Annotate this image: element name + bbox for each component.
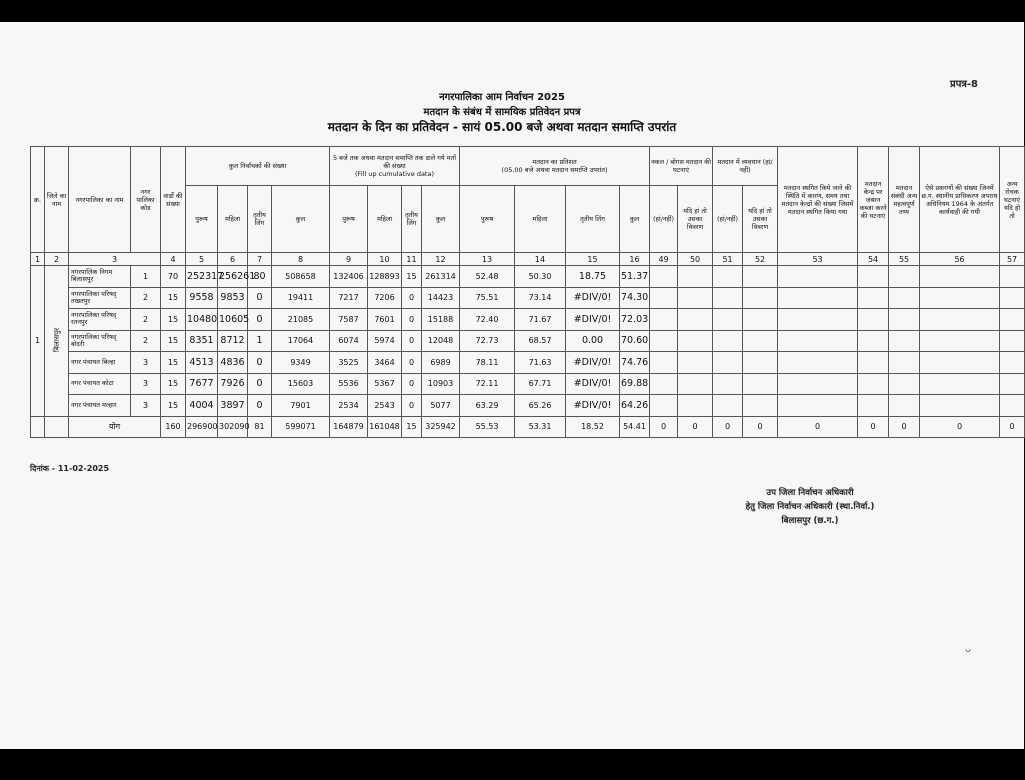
- col-num: 56: [920, 253, 1000, 266]
- cell-vt: 0: [402, 330, 422, 352]
- cell-tot: 21085: [272, 309, 330, 331]
- body-code: 3: [131, 373, 161, 395]
- body-code: 2: [131, 309, 161, 331]
- header-voted-total: कुल: [422, 186, 460, 253]
- cell-tot: 9349: [272, 352, 330, 374]
- title-line-1: नगरपालिका आम निर्वाचन 2025: [439, 92, 565, 103]
- blank-cell: [650, 330, 678, 352]
- blank-cell: [650, 373, 678, 395]
- cell-pm: 78.11: [460, 352, 515, 374]
- cell-tf: 9853: [218, 287, 248, 309]
- cell-vm: 5536: [330, 373, 368, 395]
- cell-pm: 72.11: [460, 373, 515, 395]
- header-wards: वार्डो की संख्या: [161, 147, 186, 253]
- cell-pt: 18.75: [566, 266, 620, 288]
- total-c56: 0: [920, 416, 1000, 437]
- blank-cell: [858, 287, 889, 309]
- total-vm: 164879: [330, 416, 368, 437]
- signatory-line-1: उप जिला निर्वाचन अधिकारी: [766, 488, 854, 498]
- blank-cell: [778, 395, 858, 417]
- body-code: 2: [131, 287, 161, 309]
- blank-cell: [678, 373, 713, 395]
- header-voted-third: तृतीय लिंग: [402, 186, 422, 253]
- header-disruption: मतदान में व्यवधान (हां/नहीं): [713, 147, 778, 186]
- col-num: 52: [743, 253, 778, 266]
- cell-tt: 80: [248, 266, 272, 288]
- blank-cell: [920, 266, 1000, 288]
- header-district: जिले का नाम: [45, 147, 69, 253]
- header-voted-text: 5 बजे तक अथवा मतदान समाप्ति तक डाले गये मतों की संख्या: [332, 154, 457, 170]
- total-c53: 0: [778, 416, 858, 437]
- body-code: 3: [131, 352, 161, 374]
- ward-count: 15: [161, 330, 186, 352]
- blank-cell: [858, 395, 889, 417]
- blank-cell: [778, 266, 858, 288]
- cell-tm: 252317: [186, 266, 218, 288]
- cell-pf: 67.71: [515, 373, 566, 395]
- cell-vm: 7217: [330, 287, 368, 309]
- total-tf: 302090: [218, 416, 248, 437]
- table-row: [31, 395, 1025, 417]
- col-num: 10: [368, 253, 402, 266]
- blank-cell: [920, 287, 1000, 309]
- blank-cell: [743, 309, 778, 331]
- body-code: 3: [131, 395, 161, 417]
- cell-tot: 7901: [272, 395, 330, 417]
- cell-tf: 4836: [218, 352, 248, 374]
- ward-count: 15: [161, 352, 186, 374]
- header-pct-third: तृतीय लिंग: [566, 186, 620, 253]
- cell-tf: 256261: [218, 266, 248, 288]
- total-empty: [45, 416, 69, 437]
- title-line-2: मतदान के संबंध में सामयिक प्रतिवेदन प्रपत्र: [423, 107, 581, 118]
- body-name: नगर पंचायत मल्हार: [69, 395, 131, 417]
- cell-ptot: 72.03: [620, 309, 650, 331]
- total-empty: [31, 416, 45, 437]
- blank-cell: [920, 352, 1000, 374]
- header-disrupt-yesno: (हां/नहीं): [713, 186, 743, 253]
- blank-cell: [778, 309, 858, 331]
- blank-cell: [778, 352, 858, 374]
- cell-tot: 19411: [272, 287, 330, 309]
- blank-cell: [1000, 287, 1025, 309]
- cell-ptot: 74.76: [620, 352, 650, 374]
- cell-vf: 7601: [368, 309, 402, 331]
- cell-pm: 72.73: [460, 330, 515, 352]
- cell-tot: 508658: [272, 266, 330, 288]
- total-c49: 0: [650, 416, 678, 437]
- cell-vf: 5974: [368, 330, 402, 352]
- cell-vt: 0: [402, 373, 422, 395]
- blank-cell: [1000, 352, 1025, 374]
- col-num: 15: [566, 253, 620, 266]
- cell-vm: 7587: [330, 309, 368, 331]
- col-num: 55: [889, 253, 920, 266]
- col-num: 51: [713, 253, 743, 266]
- total-tm: 296900: [186, 416, 218, 437]
- cell-tt: 1: [248, 330, 272, 352]
- body-name: नगर पंचायत कोटा: [69, 373, 131, 395]
- cell-vtot: 5077: [422, 395, 460, 417]
- cell-vt: 0: [402, 287, 422, 309]
- cell-tm: 4513: [186, 352, 218, 374]
- blank-cell: [678, 395, 713, 417]
- ward-count: 15: [161, 309, 186, 331]
- table-row: [31, 330, 1025, 352]
- cell-ptot: 51.37: [620, 266, 650, 288]
- body-name: नगर पंचायत बिल्हा: [69, 352, 131, 374]
- blank-cell: [713, 330, 743, 352]
- cell-tm: 7677: [186, 373, 218, 395]
- cell-vtot: 12048: [422, 330, 460, 352]
- blank-cell: [858, 373, 889, 395]
- cell-ptot: 69.88: [620, 373, 650, 395]
- col-num: 2: [45, 253, 69, 266]
- cell-pt: #DIV/0!: [566, 309, 620, 331]
- col-num: 50: [678, 253, 713, 266]
- total-c55: 0: [889, 416, 920, 437]
- blank-cell: [713, 395, 743, 417]
- cell-tt: 0: [248, 309, 272, 331]
- blank-cell: [650, 395, 678, 417]
- polling-report-table: [30, 146, 1025, 438]
- cell-ptot: 74.30: [620, 287, 650, 309]
- blank-cell: [778, 373, 858, 395]
- cell-tt: 0: [248, 373, 272, 395]
- blank-cell: [713, 266, 743, 288]
- serial-number: 1: [31, 266, 45, 417]
- blank-cell: [1000, 309, 1025, 331]
- blank-cell: [889, 395, 920, 417]
- cell-vt: 0: [402, 395, 422, 417]
- cell-tot: 17064: [272, 330, 330, 352]
- blank-cell: [778, 330, 858, 352]
- report-titles: [0, 90, 1024, 135]
- cell-tf: 10605: [218, 309, 248, 331]
- blank-cell: [743, 352, 778, 374]
- total-c57: 0: [1000, 416, 1025, 437]
- col-num: 11: [402, 253, 422, 266]
- total-pt: 18.52: [566, 416, 620, 437]
- blank-cell: [743, 287, 778, 309]
- col-num: 14: [515, 253, 566, 266]
- header-row-1: [31, 147, 1025, 186]
- cell-vf: 128893: [368, 266, 402, 288]
- blank-cell: [920, 309, 1000, 331]
- cell-vt: 0: [402, 309, 422, 331]
- cell-vf: 7206: [368, 287, 402, 309]
- col-num: 3: [69, 253, 161, 266]
- cell-pf: 71.67: [515, 309, 566, 331]
- total-c54: 0: [858, 416, 889, 437]
- cell-pm: 52.48: [460, 266, 515, 288]
- ward-count: 15: [161, 373, 186, 395]
- cell-vtot: 10903: [422, 373, 460, 395]
- cell-pm: 75.51: [460, 287, 515, 309]
- cell-vt: 15: [402, 266, 422, 288]
- ward-count: 15: [161, 287, 186, 309]
- header-voted: [330, 147, 460, 186]
- blank-cell: [650, 266, 678, 288]
- blank-cell: [1000, 395, 1025, 417]
- cell-pf: 65.26: [515, 395, 566, 417]
- cell-pf: 68.57: [515, 330, 566, 352]
- cell-tot: 15603: [272, 373, 330, 395]
- col-num: 57: [1000, 253, 1025, 266]
- cell-pt: #DIV/0!: [566, 395, 620, 417]
- body-name: नगरपालिका परिषद् बोदरी: [69, 330, 131, 352]
- total-c51: 0: [713, 416, 743, 437]
- cell-pf: 50.30: [515, 266, 566, 288]
- total-label: योग: [69, 416, 161, 437]
- cell-vm: 6074: [330, 330, 368, 352]
- cell-tt: 0: [248, 352, 272, 374]
- cell-tm: 4004: [186, 395, 218, 417]
- blank-cell: [858, 309, 889, 331]
- cell-vf: 5367: [368, 373, 402, 395]
- blank-cell: [858, 352, 889, 374]
- blank-cell: [858, 266, 889, 288]
- form-number: प्रपत्र-8: [950, 79, 978, 90]
- blank-cell: [889, 373, 920, 395]
- header-pct-male: पुरूष: [460, 186, 515, 253]
- blank-cell: [678, 266, 713, 288]
- blank-cell: [920, 395, 1000, 417]
- header-voted-note: (Fill up cumulative data): [355, 170, 434, 178]
- blank-cell: [743, 266, 778, 288]
- total-pf: 53.31: [515, 416, 566, 437]
- col-num: 49: [650, 253, 678, 266]
- header-body-code: नगर पालिका कोड: [131, 147, 161, 253]
- blank-cell: [678, 330, 713, 352]
- col-num: 53: [778, 253, 858, 266]
- cell-pf: 73.14: [515, 287, 566, 309]
- header-other-important: मतदान संबंधी अन्य महत्वपूर्ण तथ्य: [889, 147, 920, 253]
- header-female: महिला: [218, 186, 248, 253]
- table-row: [31, 352, 1025, 374]
- title-line-3: मतदान के दिन का प्रतिवेदन - सायं 05.00 बजे अथवा मतदान समाप्ति उपरांत: [327, 120, 677, 134]
- col-num: 54: [858, 253, 889, 266]
- totals-row: [31, 416, 1025, 437]
- blank-cell: [889, 266, 920, 288]
- cell-vt: 0: [402, 352, 422, 374]
- table-row: [31, 373, 1025, 395]
- total-vf: 161048: [368, 416, 402, 437]
- col-num: 7: [248, 253, 272, 266]
- blank-cell: [713, 287, 743, 309]
- cell-ptot: 64.26: [620, 395, 650, 417]
- header-third: तृतीय लिंग: [248, 186, 272, 253]
- body-name: नगरपालिका परिषद् तखतपुर: [69, 287, 131, 309]
- ward-count: 15: [161, 395, 186, 417]
- col-num: 13: [460, 253, 515, 266]
- body-code: 2: [131, 330, 161, 352]
- total-c50: 0: [678, 416, 713, 437]
- total-vt: 15: [402, 416, 422, 437]
- cell-vm: 132406: [330, 266, 368, 288]
- ward-count: 70: [161, 266, 186, 288]
- cell-vtot: 15188: [422, 309, 460, 331]
- data-rows: [31, 266, 1025, 417]
- cell-tt: 0: [248, 287, 272, 309]
- header-body-name: नगरपालिका का नाम: [69, 147, 131, 253]
- header-bogus-detail: यदि हां तो उसका विवरण: [678, 186, 713, 253]
- cell-tm: 10480: [186, 309, 218, 331]
- header-pct-female: महिला: [515, 186, 566, 253]
- blank-cell: [858, 330, 889, 352]
- header-postponed: मतदान स्थगित किये जाने की स्थिति में कारण, समय तथा मतदान केन्द्रों की संख्या जिसमें मतदान स्थगित किया गया: [778, 147, 858, 253]
- body-name: नगरपालिका परिषद् रतनपुर: [69, 309, 131, 331]
- table-row: [31, 309, 1025, 331]
- header-sno: क्र.: [31, 147, 45, 253]
- blank-cell: [743, 395, 778, 417]
- blank-cell: [920, 373, 1000, 395]
- cell-vf: 2543: [368, 395, 402, 417]
- cell-vm: 2534: [330, 395, 368, 417]
- header-pct-total: कुल: [620, 186, 650, 253]
- header-male: पुरूष: [186, 186, 218, 253]
- cell-pt: 0.00: [566, 330, 620, 352]
- cell-vf: 3464: [368, 352, 402, 374]
- cell-tf: 8712: [218, 330, 248, 352]
- col-num: 4: [161, 253, 186, 266]
- col-num: 1: [31, 253, 45, 266]
- header-pct-note: (05.00 बजे अथवा मतदान समाप्ति उपरांत): [501, 166, 608, 174]
- header-total: कुल: [272, 186, 330, 253]
- corner-mark: ᴗ: [965, 644, 972, 655]
- blank-cell: [650, 352, 678, 374]
- blank-cell: [889, 352, 920, 374]
- blank-cell: [650, 287, 678, 309]
- blank-cell: [713, 309, 743, 331]
- header-voted-female: महिला: [368, 186, 402, 253]
- blank-cell: [743, 373, 778, 395]
- cell-pm: 72.40: [460, 309, 515, 331]
- col-num: 9: [330, 253, 368, 266]
- cell-vtot: 261314: [422, 266, 460, 288]
- table-row: [31, 266, 1025, 288]
- col-num: 8: [272, 253, 330, 266]
- district-name: [45, 266, 69, 417]
- total-ptot: 54.41: [620, 416, 650, 437]
- total-tot: 599071: [272, 416, 330, 437]
- total-vtot: 325942: [422, 416, 460, 437]
- report-sheet: [0, 22, 1024, 749]
- blank-cell: [889, 309, 920, 331]
- cell-pf: 71.63: [515, 352, 566, 374]
- header-disrupt-detail: यदि हां तो उसका विवरण: [743, 186, 778, 253]
- blank-cell: [920, 330, 1000, 352]
- blank-cell: [743, 330, 778, 352]
- total-pm: 55.53: [460, 416, 515, 437]
- cell-pm: 63.29: [460, 395, 515, 417]
- blank-cell: [650, 309, 678, 331]
- cell-tt: 0: [248, 395, 272, 417]
- table-row: [31, 287, 1025, 309]
- signature-block: [720, 486, 900, 528]
- cell-pt: #DIV/0!: [566, 373, 620, 395]
- header-total-voters: कुल निर्वाचकों की संख्या: [186, 147, 330, 186]
- blank-cell: [1000, 330, 1025, 352]
- body-code: 1: [131, 266, 161, 288]
- cell-tm: 9558: [186, 287, 218, 309]
- report-date: दिनांक - 11-02-2025: [30, 464, 110, 473]
- cell-tm: 8351: [186, 330, 218, 352]
- total-wards: 160: [161, 416, 186, 437]
- cell-ptot: 70.60: [620, 330, 650, 352]
- column-number-row: [31, 253, 1025, 266]
- blank-cell: [778, 287, 858, 309]
- cell-vm: 3525: [330, 352, 368, 374]
- header-offence-cases: ऐसे प्रकरणों की संख्या जिनमें छ.ग. स्थानीय प्राधिकरण अपराध अधिनियम 1964 के अंतर्गत कार्यवाही की गयी: [920, 147, 1000, 253]
- blank-cell: [678, 287, 713, 309]
- col-num: 6: [218, 253, 248, 266]
- col-num: 12: [422, 253, 460, 266]
- blank-cell: [1000, 373, 1025, 395]
- district-name-text: बिलासपुर: [53, 327, 61, 352]
- total-tt: 81: [248, 416, 272, 437]
- body-name: नगरपालिक निगम बिलासपुर: [69, 266, 131, 288]
- total-c52: 0: [743, 416, 778, 437]
- header-bogus-yesno: (हां/नहीं): [650, 186, 678, 253]
- col-num: 5: [186, 253, 218, 266]
- cell-pt: #DIV/0!: [566, 352, 620, 374]
- blank-cell: [713, 373, 743, 395]
- signatory-line-2: हेतु जिला निर्वाचन अधिकारी (स्था.निर्वा.): [745, 502, 875, 512]
- blank-cell: [713, 352, 743, 374]
- header-pct-text: मतदान का प्रतिशत: [532, 158, 577, 166]
- cell-vtot: 6989: [422, 352, 460, 374]
- header-bogus-voting: नकल / बोगस मतदान की घटनाएं: [650, 147, 713, 186]
- header-booth-capture: मतदान केन्द्र पर जबरन कब्जा करने की घटनाएं: [858, 147, 889, 253]
- blank-cell: [889, 287, 920, 309]
- blank-cell: [1000, 266, 1025, 288]
- cell-tf: 7926: [218, 373, 248, 395]
- blank-cell: [678, 352, 713, 374]
- col-num: 16: [620, 253, 650, 266]
- blank-cell: [889, 330, 920, 352]
- header-other-notable: अन्य रोचक घटनाएं यदि हो तो: [1000, 147, 1025, 253]
- signatory-line-3: बिलासपुर (छ.ग.): [781, 516, 839, 526]
- cell-vtot: 14423: [422, 287, 460, 309]
- blank-cell: [678, 309, 713, 331]
- header-percentage: [460, 147, 650, 186]
- cell-tf: 3897: [218, 395, 248, 417]
- cell-pt: #DIV/0!: [566, 287, 620, 309]
- header-voted-male: पुरूष: [330, 186, 368, 253]
